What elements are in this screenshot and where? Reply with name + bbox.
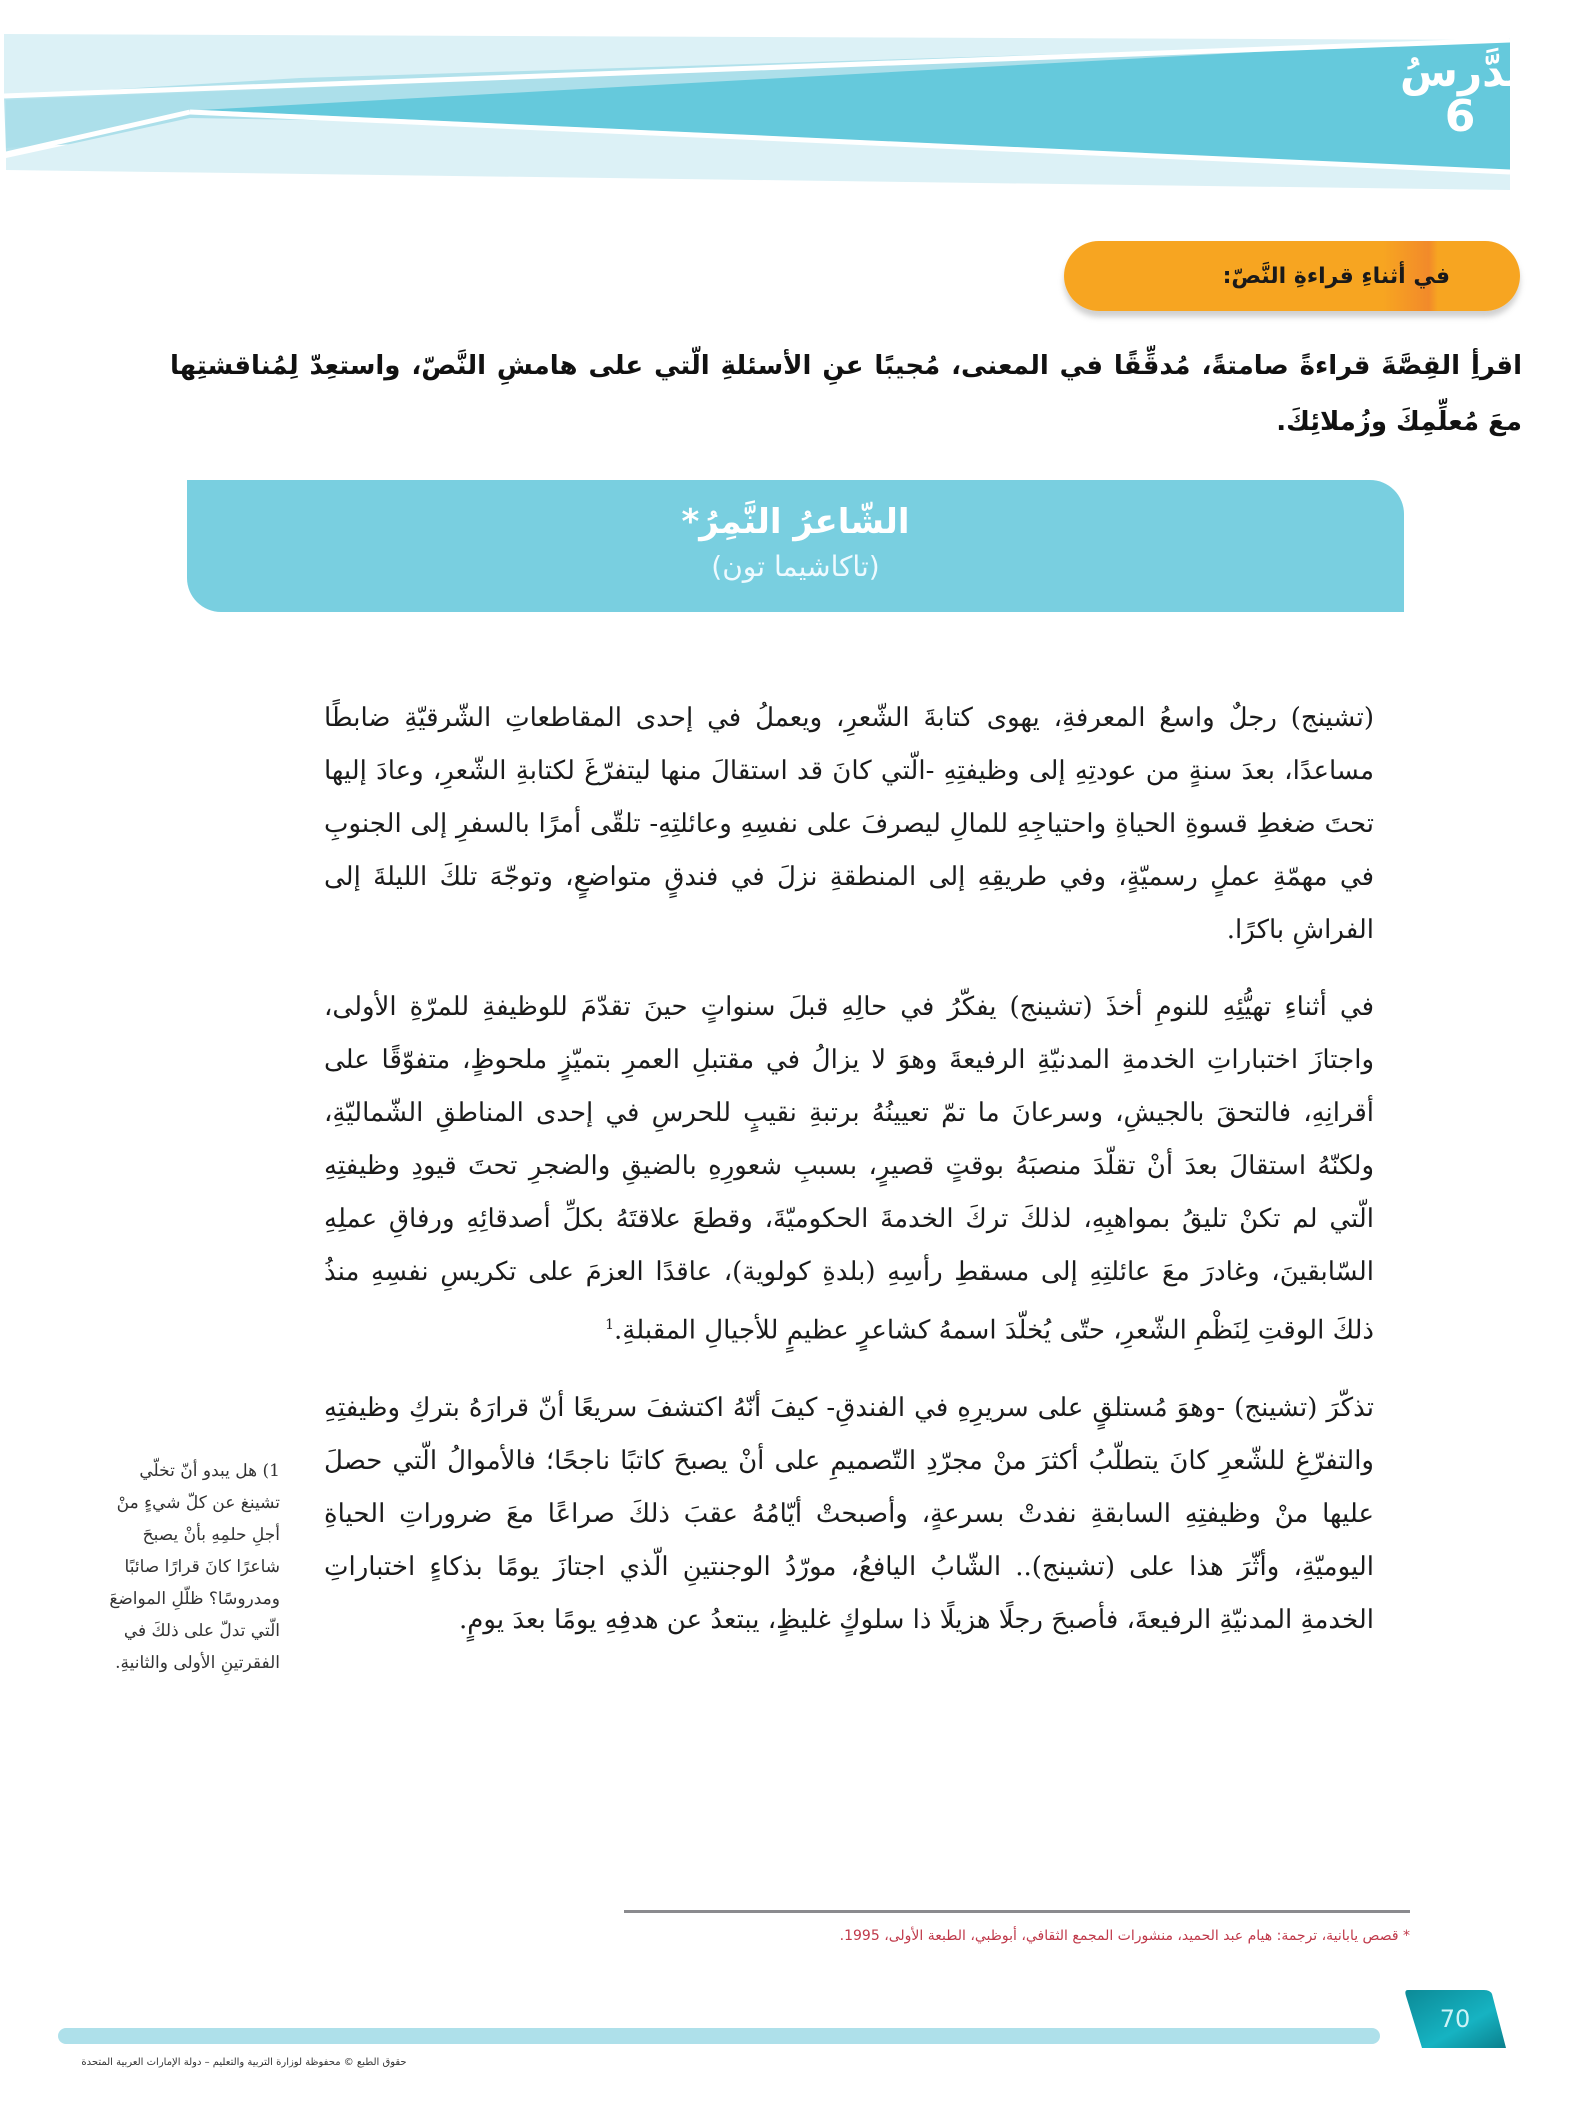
copyright-notice: حقوق الطبع © محفوظة لوزارة التربية والتعليم – دولة الإمارات العربية المتحدة — [81, 2057, 407, 2068]
story-title-box — [187, 480, 1404, 612]
page-number-badge — [1400, 1986, 1510, 2052]
section-heading-pill — [1064, 241, 1520, 311]
section-heading-label: في أثناءِ قراءةِ النَّصّ: — [1222, 263, 1450, 289]
footer-bar — [58, 2028, 1380, 2044]
footnote-marker: 1 — [605, 1317, 615, 1333]
lesson-banner — [0, 0, 1572, 200]
story-title: الشّاعرُ النَّمِرُ* — [681, 502, 910, 542]
lesson-number: 6 — [1444, 91, 1476, 143]
story-body — [324, 692, 1374, 1671]
source-footnote: * قصص يابانية، ترجمة: هيام عبد الحميد، منشورات المجمع الثقافي، أبوظبي، الطبعة الأولى، 1995. — [839, 1928, 1410, 1944]
margin-question: 1) هل يبدو أنّ تخلّي تشينغ عن كلّ شيءٍ منْ أجلِ حلمِهِ بأنْ يصبحَ شاعرًا كانَ قرارًا صائبًا ومدروسًا؟ ظلّلِ المواضعَ الّتي تدلّ على ذلكَ في الفقرتينِ الأولى والثانيةِ. — [109, 1461, 280, 1673]
reading-instruction: اقرأِ القِصَّةَ قراءةً صامتةً، مُدقِّقًا في المعنى، مُجيبًا عنِ الأسئلةِ الّتي على هامشِ النَّصّ، واستعِدّ لِمُناقشتِها معَ مُعلِّمِكَ وزُملائِكَ. — [170, 351, 1522, 437]
lesson-label — [1400, 47, 1537, 143]
story-paragraph-1: (تشينج) رجلٌ واسعُ المعرفةِ، يهوى كتابةَ الشّعرِ، ويعملُ في إحدى المقاطعاتِ الشّرقيّةِ ضابطًا مساعدًا، بعدَ سنةٍ من عودتِهِ إلى وظيفتِهِ -الّتي كانَ قد استقالَ منها ليتفرّغَ لكتابةِ الشّعرِ، وعادَ إليها تحتَ ضغطِ قسوةِ الحياةِ واحتياجِهِ للمالِ ليصرفَ على نفسِهِ وعائلتِهِ- تلقّى أمرًا بالسفرِ إلى الجنوبِ في مهمّةِ عملٍ رسميّةٍ، وفي طريقِهِ إلى المنطقةِ نزلَ في فندقٍ متواضعٍ، وتوجّهَ تلكَ الليلةَ إلى الفراشِ باكرًا. — [324, 703, 1374, 945]
story-author: (تاكاشيما تون) — [711, 550, 880, 583]
page-number: 70 — [1439, 2005, 1471, 2033]
lesson-word: الدَّرسُ — [1400, 47, 1537, 96]
footnote-divider — [624, 1910, 1410, 1913]
story-paragraph-3: تذكّرَ (تشينج) -وهوَ مُستلقٍ على سريرِهِ في الفندقِ- كيفَ أنّهُ اكتشفَ سريعًا أنّ قرارَهُ بتركِ وظيفتِهِ والتفرّغِ للشّعرِ كانَ يتطلّبُ أكثرَ منْ مجرّدِ التّصميمِ على أنْ يصبحَ كاتبًا ناجحًا؛ فالأموالُ الّتي حصلَ عليها منْ وظيفتِهِ السابقةِ نفدتْ بسرعةٍ، وأصبحتْ أيّامُهُ عقبَ ذلكَ صراعًا معَ ضروراتِ الحياةِ اليوميّةِ، وأثّرَ هذا على (تشينج).. الشّابُ اليافعُ، مورّدُ الوجنتينِ الّذي اجتازَ يومًا بذكاءٍ اختباراتِ الخدمةِ المدنيّةِ الرفيعةَ، فأصبحَ رجلًا هزيلًا ذا سلوكٍ غليظٍ، يبتعدُ عن هدفِهِ يومًا بعدَ يومٍ. — [324, 1392, 1374, 1635]
story-paragraph-2-text: في أثناءِ تهيُّئِهِ للنومِ أخذَ (تشينج) يفكّرُ في حالِهِ قبلَ سنواتٍ حينَ تقدّمَ للوظيفةِ للمرّةِ الأولى، واجتازَ اختباراتِ الخدمةِ المدنيّةِ الرفيعةَ وهوَ لا يزالُ في مقتبلِ العمرِ بتميّزٍ ملحوظٍ، متفوّقًا على أقرانِهِ، فالتحقَ بالجيشِ، وسرعانَ ما تمّ تعيينُهُ برتبةِ نقيبٍ للحرسِ في إحدى المناطقِ الشّماليّةِ، ولكنّهُ استقالَ بعدَ أنْ تقلّدَ منصبَهُ بوقتٍ قصيرٍ، بسببِ شعورِهِ بالضيقِ والضجرِ تحتَ قيودِ وظيفتِهِ الّتي لم تكنْ تليقُ بمواهبِهِ، لذلكَ تركَ الخدمةَ الحكوميّةَ، وقطعَ علاقتَهُ بكلِّ أصدقائِهِ ورفاقِ عملِهِ السّابقينَ، وغادرَ معَ عائلتِهِ إلى مسقطِ رأسِهِ (بلدةِ كولوية)، عاقدًا العزمَ على تكريسِ نفسِهِ منذُ ذلكَ الوقتِ لِنَظْمِ الشّعرِ، حتّى يُخلّدَ اسمهُ كشاعرٍ عظيمٍ للأجيالِ المقبلةِ. — [324, 992, 1374, 1346]
story-paragraph-2 — [324, 981, 1374, 1358]
banner-stripes-graphic — [0, 0, 1572, 200]
